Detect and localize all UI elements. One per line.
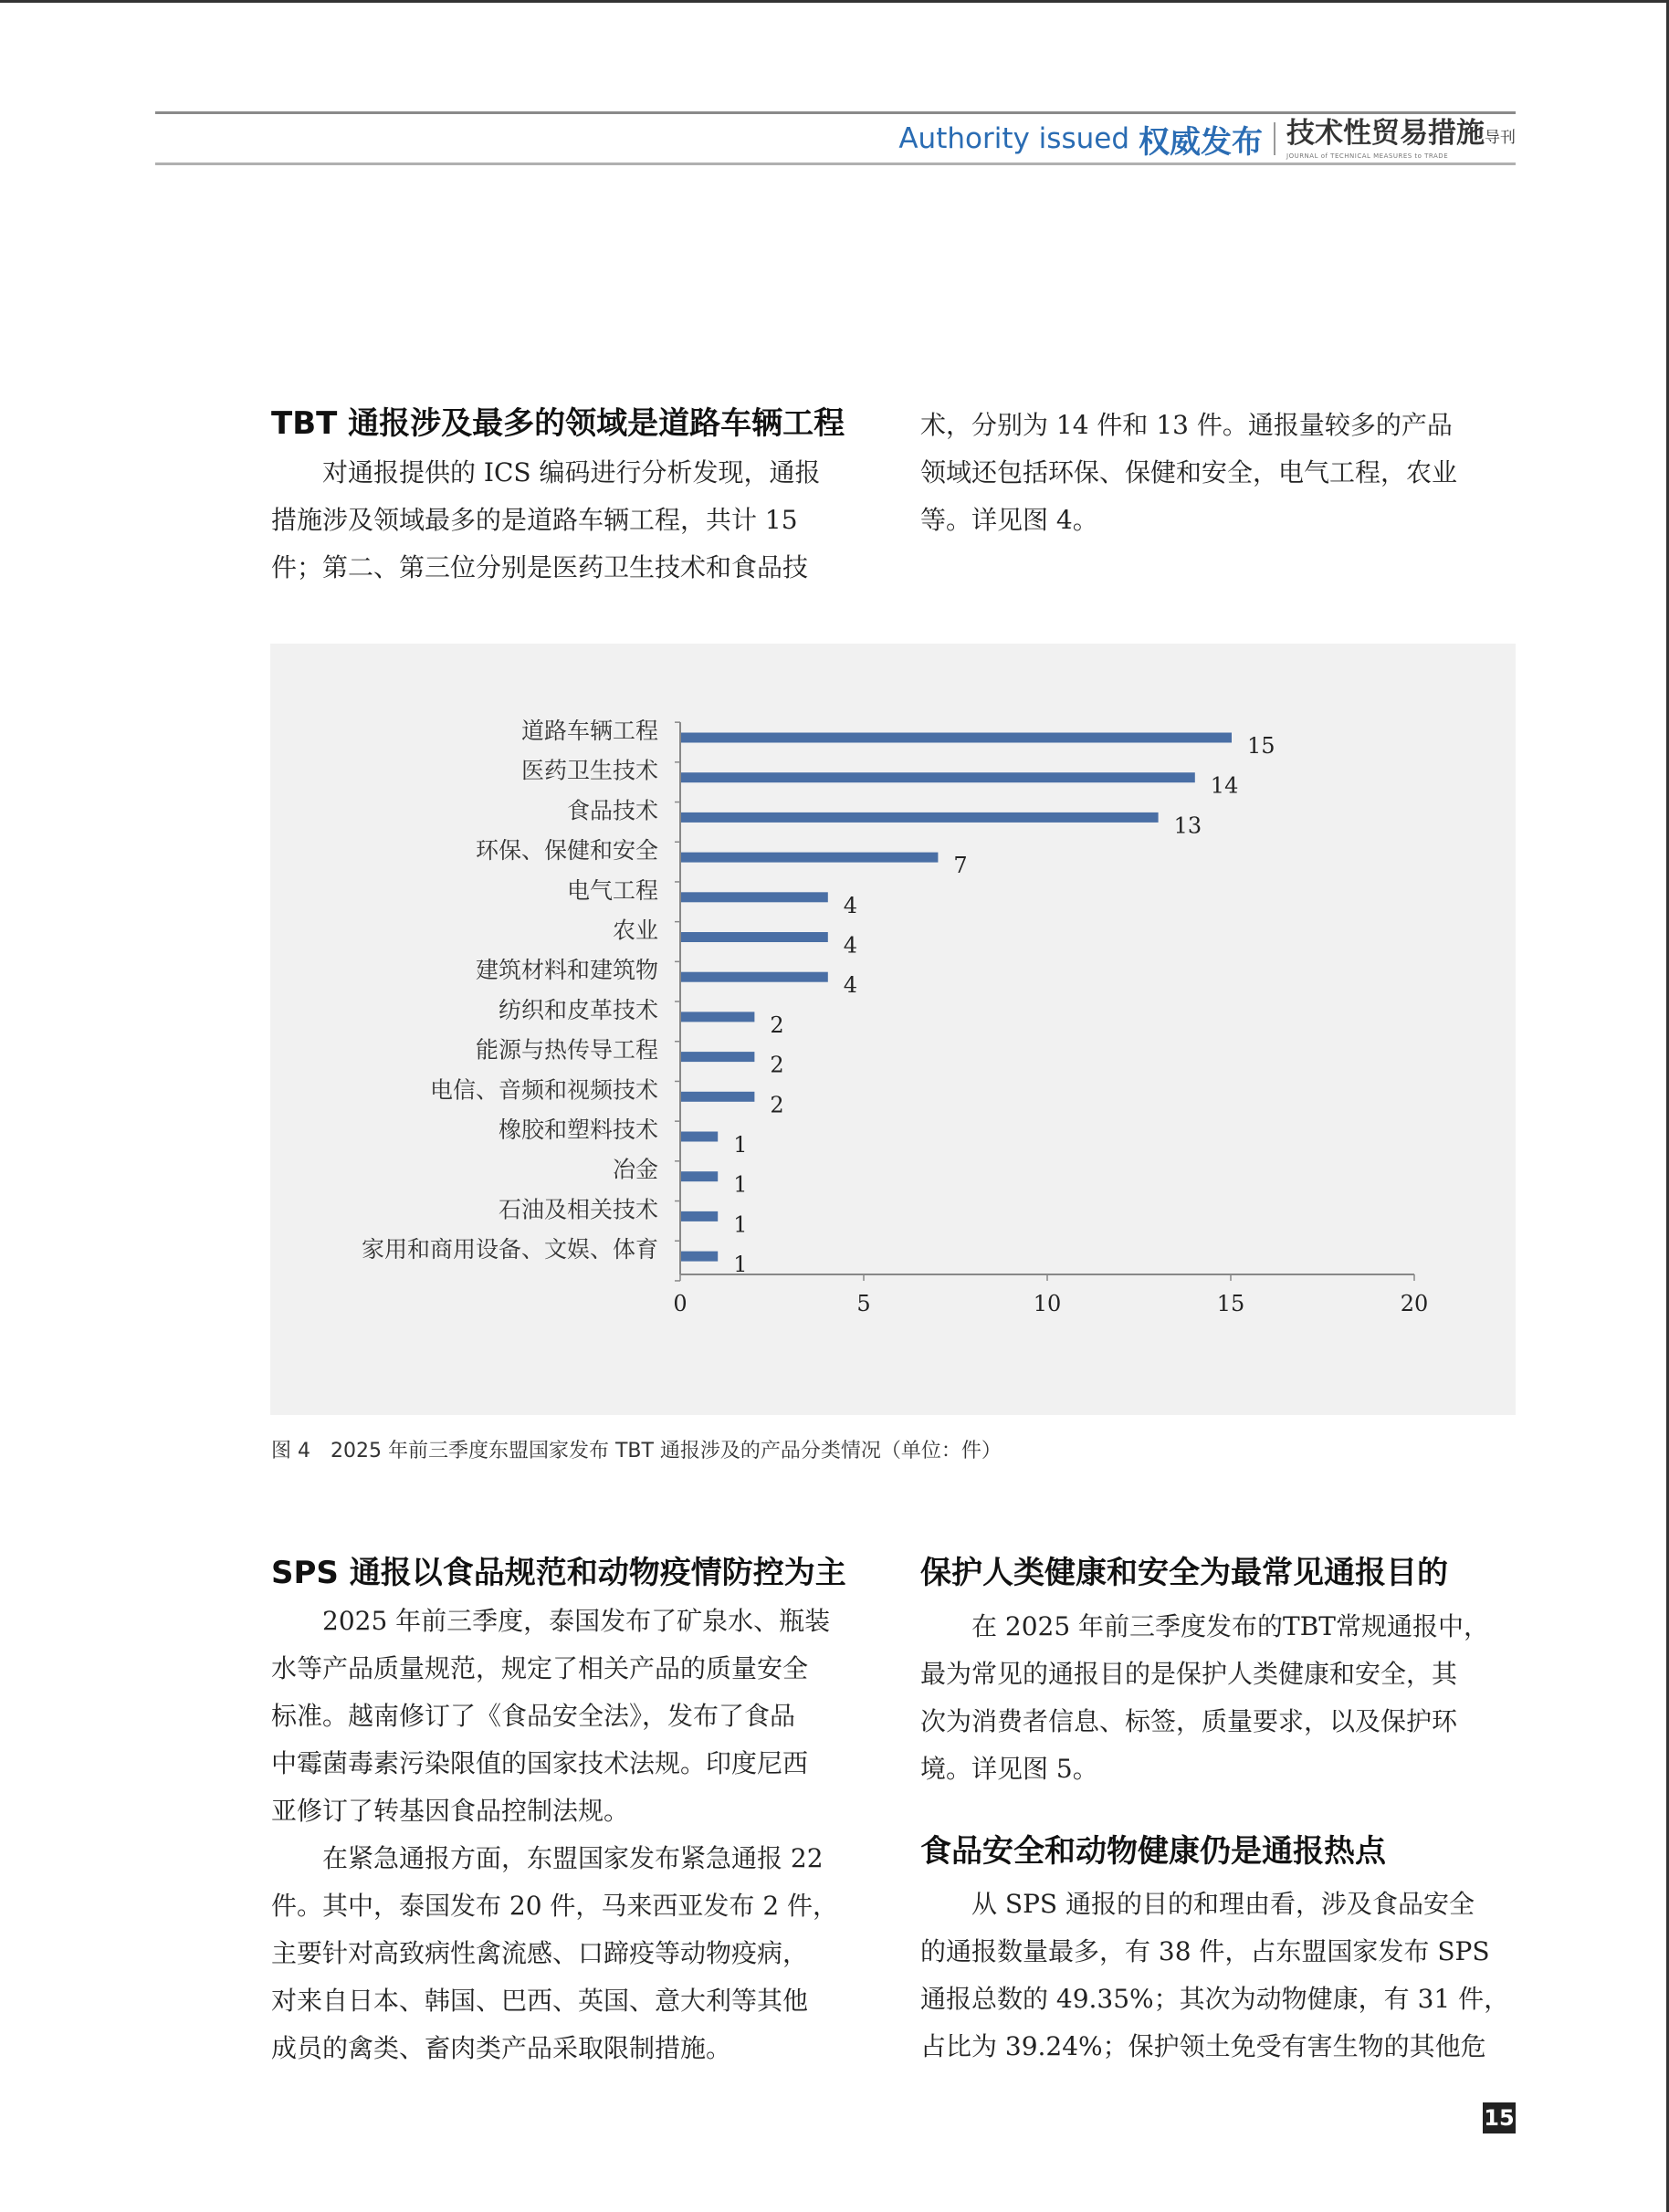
- bar: [681, 1252, 718, 1262]
- text-line: 件。其中，泰国发布 20 件，马来西亚发布 2 件，: [271, 1891, 839, 1921]
- header-rule-bottom: [155, 162, 1516, 165]
- data-label: 15: [1247, 733, 1275, 759]
- bar: [681, 972, 828, 982]
- running-header: [886, 116, 1516, 161]
- category-label: 能源与热传导工程: [475, 1036, 658, 1064]
- text-line: 水等产品质量规范，规定了相关产品的质量安全: [271, 1653, 809, 1683]
- text-line: 2025 年前三季度，泰国发布了矿泉水、瓶装: [271, 1606, 831, 1636]
- text-line: 等。详见图 4。: [920, 505, 1098, 535]
- figure-caption: 图 4 2025 年前三季度东盟国家发布 TBT 通报涉及的产品分类情况（单位：件）: [271, 1440, 1002, 1462]
- paragraph-food-safety: [920, 1881, 1516, 2070]
- text-line: 成员的禽类、畜肉类产品采取限制措施。: [271, 2033, 732, 2063]
- category-label: 医药卫生技术: [520, 757, 658, 784]
- category-label: 橡胶和塑料技术: [498, 1116, 658, 1143]
- category-label: 石油及相关技术: [498, 1196, 658, 1223]
- text-line: 在 2025 年前三季度发布的TBT常规通报中，: [920, 1611, 1489, 1641]
- data-label: 2: [770, 1092, 784, 1118]
- journal-logo-cn: [1286, 116, 1516, 152]
- bar: [681, 1132, 718, 1142]
- data-label: 1: [733, 1171, 748, 1198]
- bar: [681, 1211, 718, 1221]
- bar: [681, 812, 1159, 823]
- page-border-top: [0, 0, 1669, 3]
- bar: [681, 1092, 754, 1102]
- text-line: 对来自日本、韩国、巴西、英国、意大利等其他: [271, 1986, 809, 2016]
- category-label: 食品技术: [566, 797, 658, 824]
- data-label: 1: [733, 1132, 748, 1158]
- category-label: 电信、音频和视频技术: [429, 1076, 658, 1104]
- bar: [681, 1052, 754, 1062]
- journal-logo: [1286, 116, 1516, 160]
- text-line: 标准。越南修订了《食品安全法》，发布了食品: [271, 1701, 796, 1731]
- journal-title-cn: 技术性贸易措施: [1286, 116, 1485, 150]
- x-tick-label: 10: [1033, 1290, 1062, 1316]
- data-label: 14: [1210, 772, 1239, 799]
- bar: [681, 1012, 754, 1022]
- heading-tbt-fields: TBT 通报涉及最多的领域是道路车辆工程: [271, 405, 845, 442]
- text-line: 境。详见图 5。: [920, 1754, 1098, 1784]
- category-label: 建筑材料和建筑物: [475, 957, 658, 984]
- text-line: 占比为 39.24%；保护领土免受有害生物的其他危: [920, 2031, 1486, 2061]
- data-label: 4: [843, 972, 858, 999]
- data-label: 1: [733, 1252, 748, 1278]
- text-line: 次为消费者信息、标签，质量要求，以及保护环: [920, 1706, 1458, 1736]
- data-label: 4: [843, 892, 858, 918]
- x-tick-label: 5: [856, 1290, 871, 1316]
- text-line: 在紧急通报方面，东盟国家发布紧急通报 22: [271, 1843, 824, 1873]
- bar: [681, 772, 1195, 782]
- bar: [681, 853, 938, 863]
- header-section-en: Authority issued: [898, 122, 1129, 155]
- journal-title-en: JOURNAL of TECHNICAL MEASURES to TRADE: [1286, 152, 1449, 160]
- text-line: 亚修订了转基因食品控制法规。: [271, 1796, 630, 1826]
- text-line: 对通报提供的 ICS 编码进行分析发现，通报: [271, 457, 821, 487]
- data-label: 13: [1173, 812, 1202, 839]
- bar: [681, 892, 828, 902]
- data-label: 2: [770, 1052, 784, 1078]
- text-line: 最为常见的通报目的是保护人类健康和安全，其: [920, 1659, 1458, 1689]
- paragraph-tbt-fields: [271, 449, 865, 592]
- category-label: 纺织和皮革技术: [498, 996, 658, 1023]
- text-line: 主要针对高致病性禽流感、口蹄疫等动物疫病，: [271, 1938, 809, 1968]
- text-line: 通报总数的 49.35%；其次为动物健康，有 31 件，: [920, 1984, 1510, 2014]
- header-divider: [1274, 122, 1275, 155]
- bar: [681, 1171, 718, 1181]
- data-label: 1: [733, 1211, 748, 1238]
- journal-title-suffix: 导刊: [1485, 128, 1516, 147]
- bar: [681, 733, 1232, 743]
- heading-sps: SPS 通报以食品规范和动物疫情防控为主: [271, 1555, 846, 1591]
- heading-tbt-objectives: 保护人类健康和安全为最常见通报目的: [920, 1555, 1448, 1591]
- bar: [681, 932, 828, 942]
- category-label: 电气工程: [566, 876, 658, 904]
- paragraph-tbt-objectives: [920, 1603, 1516, 1793]
- text-line: 术，分别为 14 件和 13 件。通报量较多的产品: [920, 410, 1453, 440]
- category-label: 道路车辆工程: [520, 718, 658, 744]
- heading-food-safety: 食品安全和动物健康仍是通报热点: [920, 1833, 1386, 1870]
- text-line: 从 SPS 通报的目的和理由看，涉及食品安全: [920, 1889, 1475, 1919]
- paragraph-sps-1: [271, 1598, 865, 1835]
- category-label: 农业: [612, 917, 658, 944]
- text-line: 措施涉及领域最多的是道路车辆工程，共计 15: [271, 505, 798, 535]
- x-tick-label: 15: [1216, 1290, 1245, 1316]
- text-line: 件；第二、第三位分别是医药卫生技术和食品技: [271, 552, 809, 582]
- header-section-cn: 权威发布: [1139, 123, 1263, 161]
- data-label: 2: [770, 1012, 784, 1038]
- category-label: 冶金: [612, 1156, 658, 1183]
- category-label: 家用和商用设备、文娱、体育: [361, 1236, 658, 1263]
- data-label: 7: [953, 853, 968, 879]
- figure-4-chart: [270, 644, 1516, 1415]
- x-tick-label: 20: [1400, 1290, 1429, 1316]
- text-line: 领域还包括环保、保健和安全，电气工程，农业: [920, 457, 1458, 487]
- x-tick-label: 0: [673, 1290, 688, 1316]
- text-line: 的通报数量最多，有 38 件，占东盟国家发布 SPS: [920, 1936, 1490, 1966]
- paragraph-tbt-fields-cont: [920, 402, 1516, 544]
- bar-chart-svg: [270, 644, 1516, 1415]
- paragraph-sps-2: [271, 1835, 865, 2072]
- header-rule-top: [155, 111, 1516, 114]
- data-label: 4: [843, 932, 858, 959]
- page-number: 15: [1483, 2102, 1516, 2133]
- category-label: 环保、保健和安全: [475, 837, 658, 865]
- text-line: 中霉菌毒素污染限值的国家技术法规。印度尼西: [271, 1748, 809, 1778]
